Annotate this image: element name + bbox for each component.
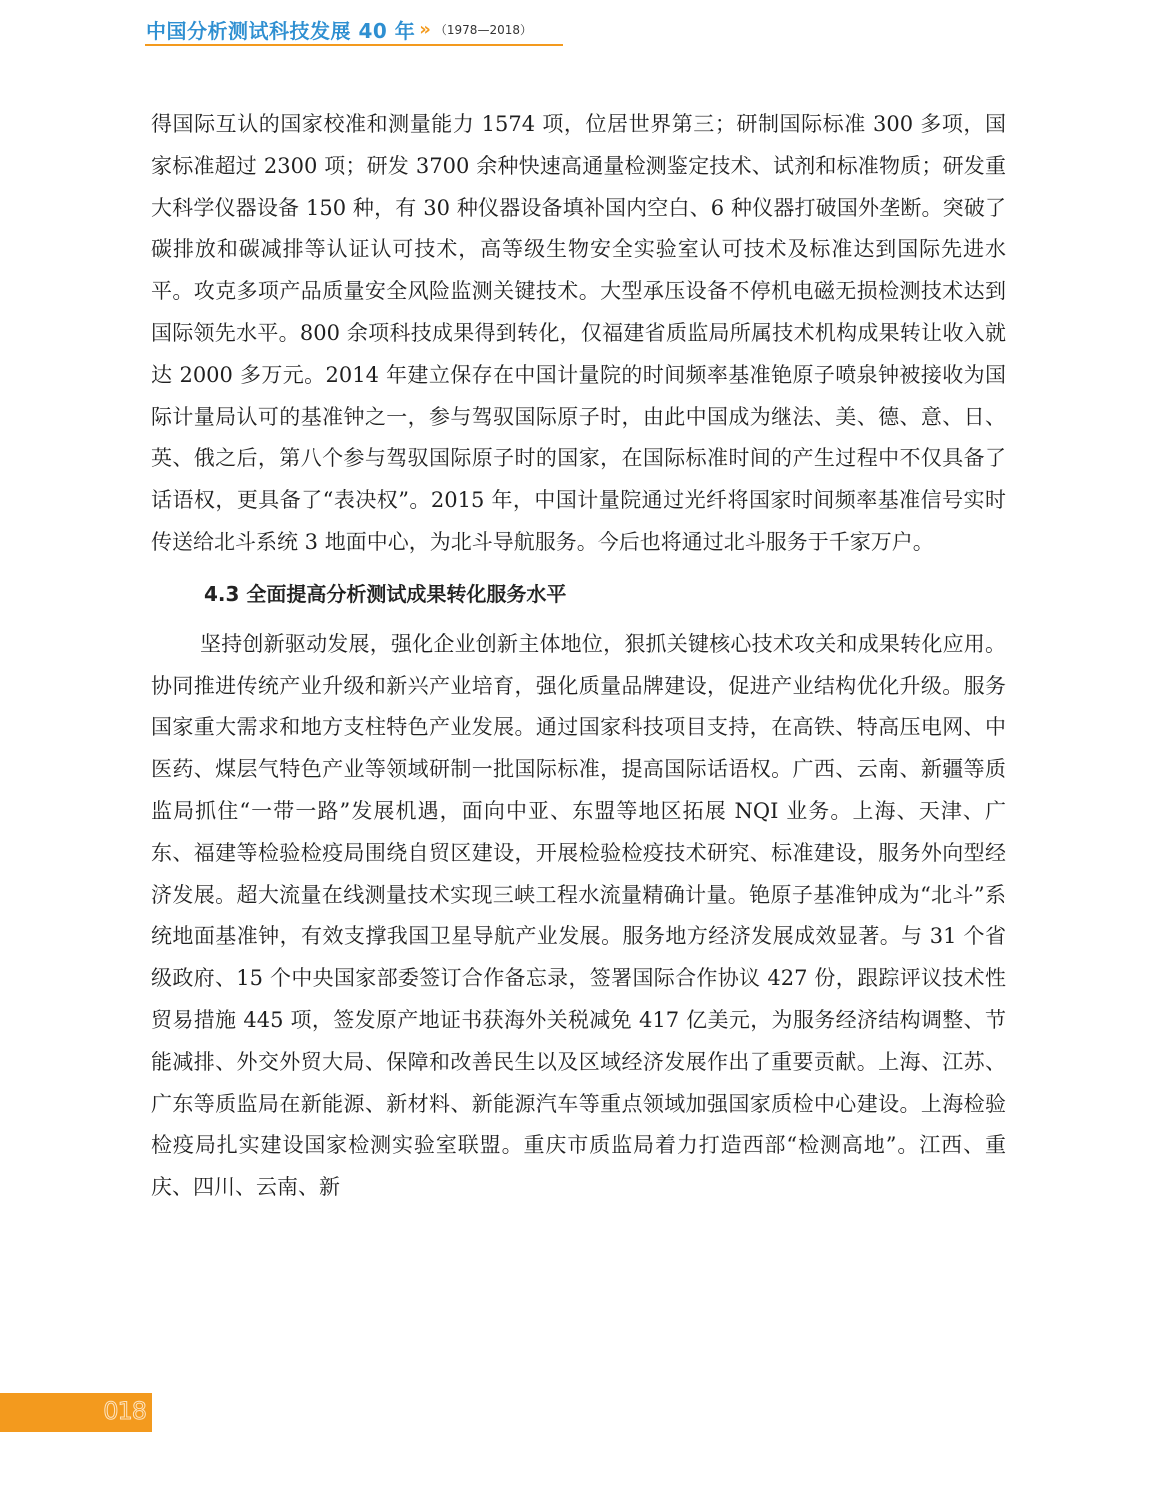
- paragraph-continued: 得国际互认的国家校准和测量能力 1574 项，位居世界第三；研制国际标准 300 多项，国家标准超过 2300 项；研发 3700 余种快速高通量检测鉴定技术、试剂和标准物质；研发重大科学仪器设备 150 种，有 30 种仪器设备填补国内空白、6 种仪器打破国外垄断。突破了碳排放和碳减排等认证认可技术，高等级生物安全实验室认可技术及标准达到国际先进水平。攻克多项产品质量安全风险监测关键技术。大型承压设备不停机电磁无损检测技术达到国际领先水平。800 余项科技成果得到转化，仅福建省质监局所属技术机构成果转让收入就达 2000 多万元。2014 年建立保存在中国计量院的时间频率基准铯原子喷泉钟被接收为国际计量局认可的基准钟之一，参与驾驭国际原子时，由此中国成为继法、美、德、意、日、英、俄之后，第八个参与驾驭国际原子时的国家，在国际标准时间的产生过程中不仅具备了话语权，更具备了“表决权”。2015 年，中国计量院通过光纤将国家时间频率基准信号实时传送给北斗系统 3 地面中心，为北斗导航服务。今后也将通过北斗服务于千家万户。: [151, 112, 1006, 554]
- year-range: （1978—2018）: [434, 22, 532, 37]
- page-number-tab: [0, 1393, 152, 1432]
- double-chevron-icon: »: [419, 18, 431, 40]
- header-rule: [145, 44, 563, 46]
- section-heading: 4.3 全面提高分析测试成果转化服务水平: [204, 581, 567, 606]
- page-number: 018: [103, 1397, 146, 1425]
- running-header: [146, 12, 532, 46]
- paragraph: 坚持创新驱动发展，强化企业创新主体地位，狠抓关键核心技术攻关和成果转化应用。协同推进传统产业升级和新兴产业培育，强化质量品牌建设，促进产业结构优化升级。服务国家重大需求和地方支柱特色产业发展。通过国家科技项目支持，在高铁、特高压电网、中医药、煤层气特色产业等领域研制一批国际标准，提高国际话语权。广西、云南、新疆等质监局抓住“一带一路”发展机遇，面向中亚、东盟等地区拓展 NQI 业务。上海、天津、广东、福建等检验检疫局围绕自贸区建设，开展检验检疫技术研究、标准建设，服务外向型经济发展。超大流量在线测量技术实现三峡工程水流量精确计量。铯原子基准钟成为“北斗”系统地面基准钟，有效支撑我国卫星导航产业发展。服务地方经济发展成效显著。与 31 个省级政府、15 个中央国家部委签订合作备忘录，签署国际合作协议 427 份，跟踪评议技术性贸易措施 445 项，签发原产地证书获海外关税减免 417 亿美元，为服务经济结构调整、节能减排、外交外贸大局、保障和改善民生以及区域经济发展作出了重要贡献。上海、江苏、广东等质监局在新能源、新材料、新能源汽车等重点领域加强国家质检中心建设。上海检验检疫局扎实建设国家检测实验室联盟。重庆市质监局着力打造西部“检测高地”。江西、重庆、四川、云南、新: [151, 631, 1006, 1200]
- book-title: 中国分析测试科技发展 40 年: [146, 18, 416, 43]
- page-body: [151, 104, 1006, 1209]
